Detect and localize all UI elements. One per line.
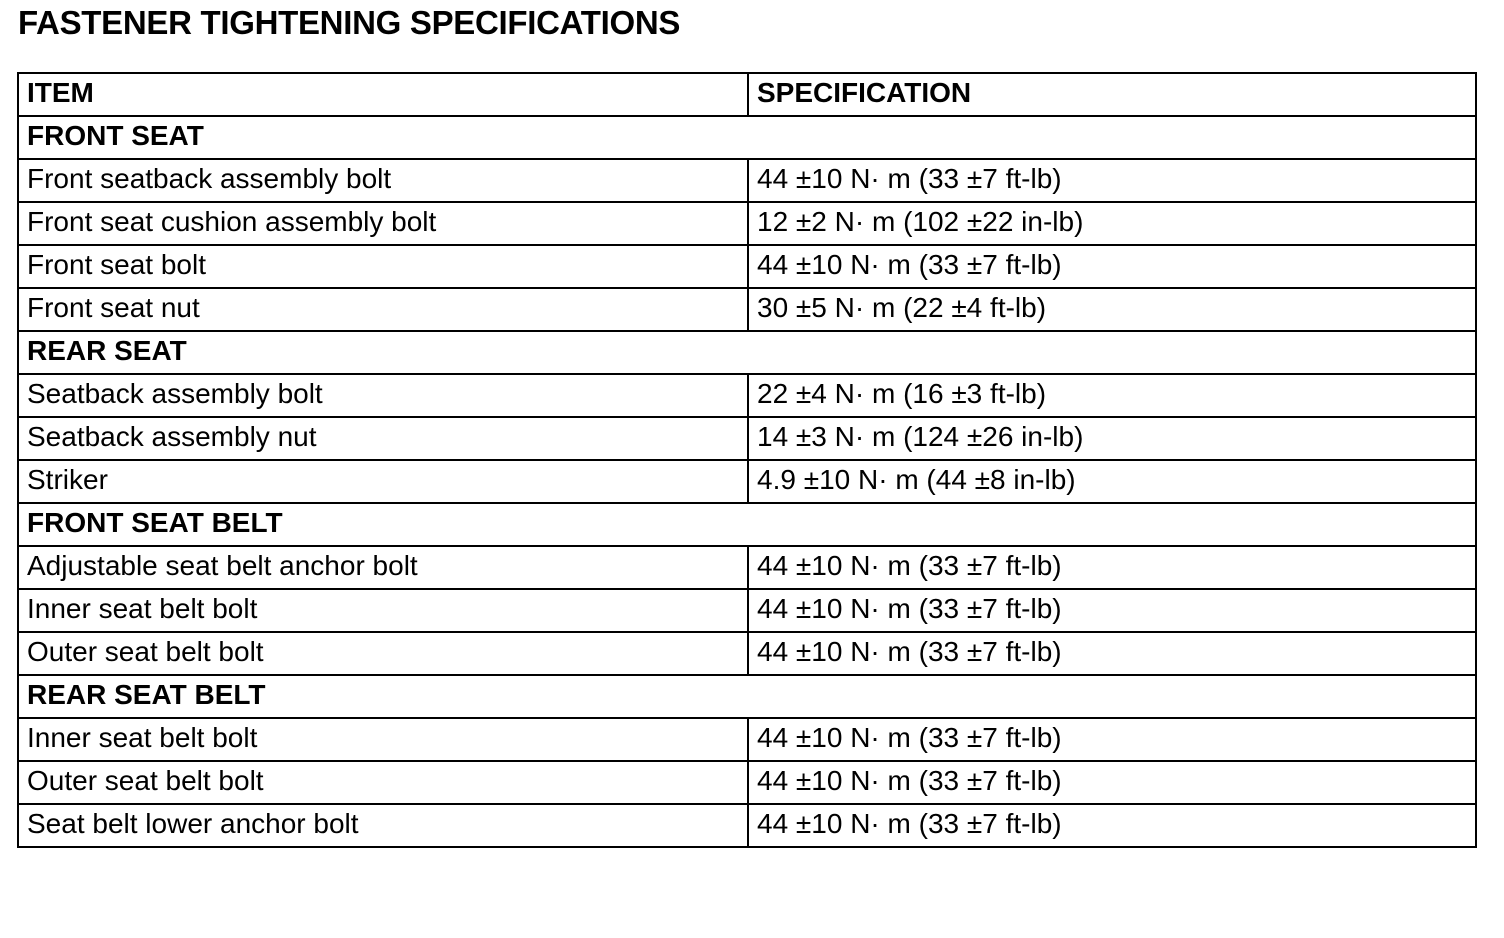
item-cell: Front seat nut [18,288,748,331]
table-row [18,159,1476,202]
spec-cell: 30 ±5 N· m (22 ±4 ft-lb) [748,288,1476,331]
item-cell: Inner seat belt bolt [18,589,748,632]
table-row [18,718,1476,761]
item-cell: Adjustable seat belt anchor bolt [18,546,748,589]
table-row [18,202,1476,245]
section-title: FRONT SEAT BELT [18,503,1476,546]
section-row-front-seat [18,116,1476,159]
section-row-rear-seat [18,331,1476,374]
table-row [18,546,1476,589]
section-title: REAR SEAT [18,331,1476,374]
item-cell: Front seat cushion assembly bolt [18,202,748,245]
spec-cell: 44 ±10 N· m (33 ±7 ft-lb) [748,159,1476,202]
item-cell: Outer seat belt bolt [18,632,748,675]
table-row [18,288,1476,331]
item-cell: Inner seat belt bolt [18,718,748,761]
table-row [18,761,1476,804]
section-title: REAR SEAT BELT [18,675,1476,718]
spec-cell: 44 ±10 N· m (33 ±7 ft-lb) [748,632,1476,675]
table-row [18,589,1476,632]
spec-cell: 44 ±10 N· m (33 ±7 ft-lb) [748,245,1476,288]
spec-cell: 44 ±10 N· m (33 ±7 ft-lb) [748,761,1476,804]
item-cell: Seatback assembly nut [18,417,748,460]
section-title: FRONT SEAT [18,116,1476,159]
table-row [18,460,1476,503]
table-row [18,374,1476,417]
spec-table-body [18,73,1476,847]
table-row [18,245,1476,288]
spec-cell: 44 ±10 N· m (33 ±7 ft-lb) [748,546,1476,589]
spec-cell: 44 ±10 N· m (33 ±7 ft-lb) [748,718,1476,761]
table-row [18,417,1476,460]
item-cell: Seatback assembly bolt [18,374,748,417]
item-cell: Outer seat belt bolt [18,761,748,804]
page-title: FASTENER TIGHTENING SPECIFICATIONS [18,4,681,41]
table-row [18,632,1476,675]
spec-cell: 4.9 ±10 N· m (44 ±8 in-lb) [748,460,1476,503]
header-specification: SPECIFICATION [748,73,1476,116]
spec-cell: 44 ±10 N· m (33 ±7 ft-lb) [748,804,1476,847]
item-cell: Seat belt lower anchor bolt [18,804,748,847]
table-header-row [18,73,1476,116]
spec-cell: 22 ±4 N· m (16 ±3 ft-lb) [748,374,1476,417]
spec-cell: 44 ±10 N· m (33 ±7 ft-lb) [748,589,1476,632]
spec-table [17,72,1477,848]
section-row-rear-seat-belt [18,675,1476,718]
item-cell: Striker [18,460,748,503]
item-cell: Front seat bolt [18,245,748,288]
section-row-front-seat-belt [18,503,1476,546]
table-row [18,804,1476,847]
header-item: ITEM [18,73,748,116]
spec-cell: 14 ±3 N· m (124 ±26 in-lb) [748,417,1476,460]
spec-cell: 12 ±2 N· m (102 ±22 in-lb) [748,202,1476,245]
item-cell: Front seatback assembly bolt [18,159,748,202]
